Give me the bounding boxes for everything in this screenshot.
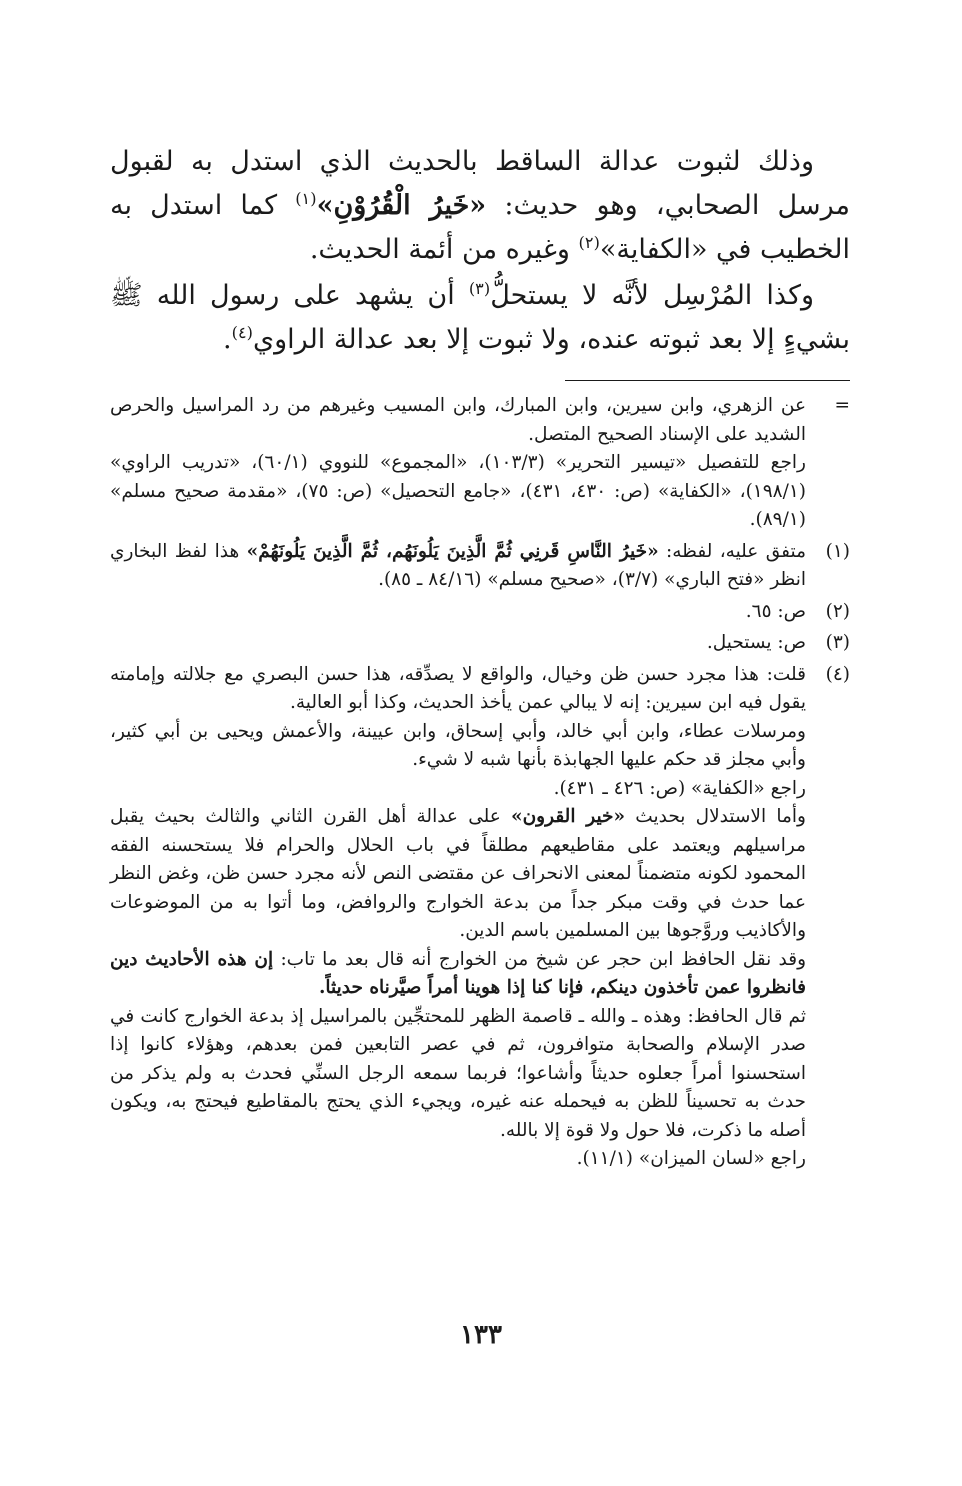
- text-run: وغيره من أئمة الحديث.: [309, 234, 579, 265]
- main-paragraph-1: [110, 140, 850, 272]
- footnote-text: [110, 803, 806, 946]
- hadith-quote: «خَيرُ النَّاسِ قَرنِي ثُمَّ الَّذِينَ يَلُونَهُم، ثُمَّ الَّذِينَ يَلُونَهُمْ»: [246, 540, 659, 562]
- footnote-separator: [565, 380, 850, 381]
- text-run: على عدالة أهل القرن الثاني والثالث بحيث يقبل مراسيلهم ويعتمد على مقاطيعهم مطلقاً في باب الحلال والحرام فلا يستحسنه الفقه المحمود لكونه متضمناً لمعنى الانحراف عن مقتضى النص لأنه مجرد حسن ظن، وغض النظر عما حدث في وقت مبكر جداً من بدعة الخوارج والروافض، وما أتوا به من الموضوعات والأكاذيب وروَّجوها بين المسلمين باسم الدين.: [110, 806, 806, 941]
- page-number: ١٣٣: [460, 1320, 502, 1350]
- text-run: متفق عليه، لفظه:: [658, 540, 806, 562]
- footnote-number: (٤): [825, 663, 850, 685]
- hadith-quote: «خير القرون»: [511, 806, 626, 827]
- footnote-text: عن الزهري، وابن سيرين، وابن المبارك، وابن المسيب وغيرهم من رد المراسيل والحرص الشديد على الإسناد الصحيح المتصل.: [110, 395, 806, 445]
- footnote-2: [110, 598, 850, 627]
- footnote-3: [110, 629, 850, 658]
- main-text: [110, 140, 850, 362]
- footnote-ref-2: (٢): [578, 233, 600, 252]
- footnote-text: راجع «لسان الميزان» (١١/١).: [576, 1148, 806, 1169]
- text-run: وذلك لثبوت عدالة الساقط بالحديث الذي استدل به لقبول مرسل الصحابي، وهو حديث:: [110, 146, 850, 221]
- text-run: .: [223, 324, 232, 355]
- main-paragraph-2: [110, 274, 850, 362]
- footnote-number: (٣): [825, 632, 850, 653]
- footnote-continuation: [110, 392, 850, 535]
- quoted-statement: إن هذه الأحاديث دين فانظروا عمن تأخذون دينكم، فإنا كنا إذا هوينا أمراً صيَّرناه حديثاً.: [110, 948, 806, 998]
- footnote-text: راجع «الكفاية» (ص: ٤٢٦ ـ ٤٣١).: [553, 777, 806, 799]
- text-run: هذا لفظ البخاري انظر «فتح الباري» (٣/٧)، «صحيح مسلم» (٨٤/١٦ ـ ٨٥).: [110, 540, 806, 590]
- footnote-text: راجع للتفصيل «تيسير التحرير» (١٠٣/٣)، «المجموع» للنووي (٦٠/١)، «تدريب الراوي» (١٩٨/١)، «الكفاية» (ص: ٤٣٠، ٤٣١)، «جامع التحصيل» (ص: ٧٥)، «مقدمة صحيح مسلم» (٨٩/١).: [110, 452, 806, 530]
- footnote-ref-3: (٣): [468, 279, 491, 298]
- text-run: أن يشهد على رسول الله ﷺ بشيءٍ إلا بعد ثبوته عنده، ولا ثبوت إلا بعد عدالة الراوي: [110, 280, 850, 355]
- footnote-ref-4: (٤): [231, 323, 253, 342]
- text-run: وقد نقل الحافظ ابن حجر عن شيخ من الخوارج أنه قال بعد ما تاب:: [273, 948, 807, 970]
- footnote-ref-1: (١): [295, 189, 317, 208]
- footnote-text: ثم قال الحافظ: وهذه ـ والله ـ قاصمة الظهر للمحتجِّين بالمراسيل إذ بدعة الخوارج كانت في صدر الإسلام والصحابة متوافرون، ثم في عصر التابعين فمن بعدهم، وهؤلاء كانوا إذا استحسنوا أمراً جعلوه حديثاً وأشاعوا؛ فربما سمعه الرجل السنِّي فحدث به ولم يذكر من حدث به تحسيناً للظن به فيحمله عنه غيره، ويجيء الذي يحتج بالمقاطيع فيحتج به، ويكون أصله ما ذكرت، فلا حول ولا قوة إلا بالله.: [110, 1005, 806, 1141]
- footnote-number: (١): [825, 540, 850, 562]
- footnotes: [110, 392, 850, 1174]
- footnote-text: [110, 538, 806, 595]
- footnote-4: [110, 661, 850, 1174]
- footnote-text: ص: ٦٥.: [745, 600, 806, 622]
- footnote-text: ومرسلات عطاء، وابن أبي خالد، وأبي إسحاق، وابن عيينة، والأعمش ويحيى بن أبي كثير، وأبي مجلز قد حكم عليها الجهابذة بأنها شبه لا شيء.: [110, 720, 806, 770]
- text-run: وكذا المُرْسِل لأنَّه لا يستحلُّ: [490, 280, 814, 311]
- footnote-text: [110, 946, 806, 1003]
- footnote-continuation-mark: =: [834, 395, 850, 416]
- text-run: وأما الاستدلال بحديث: [625, 806, 806, 827]
- footnote-1: [110, 538, 850, 595]
- footnote-text: ص: يستحيل.: [706, 632, 806, 653]
- hadith-quote: «خَيرُ الْقُرُوْنِ»: [316, 190, 487, 221]
- footnote-number: (٢): [825, 600, 850, 622]
- footnote-text: قلت: هذا مجرد حسن ظن وخيال، والواقع لا يصدِّقه، هذا حسن البصري مع جلالته وإمامته يقول فيه ابن سيرين: إنه لا يبالي عمن يأخذ الحديث، وكذا أبو العالية.: [110, 663, 806, 713]
- text-run: كما استدل به الخطيب في «الكفاية»: [110, 190, 850, 265]
